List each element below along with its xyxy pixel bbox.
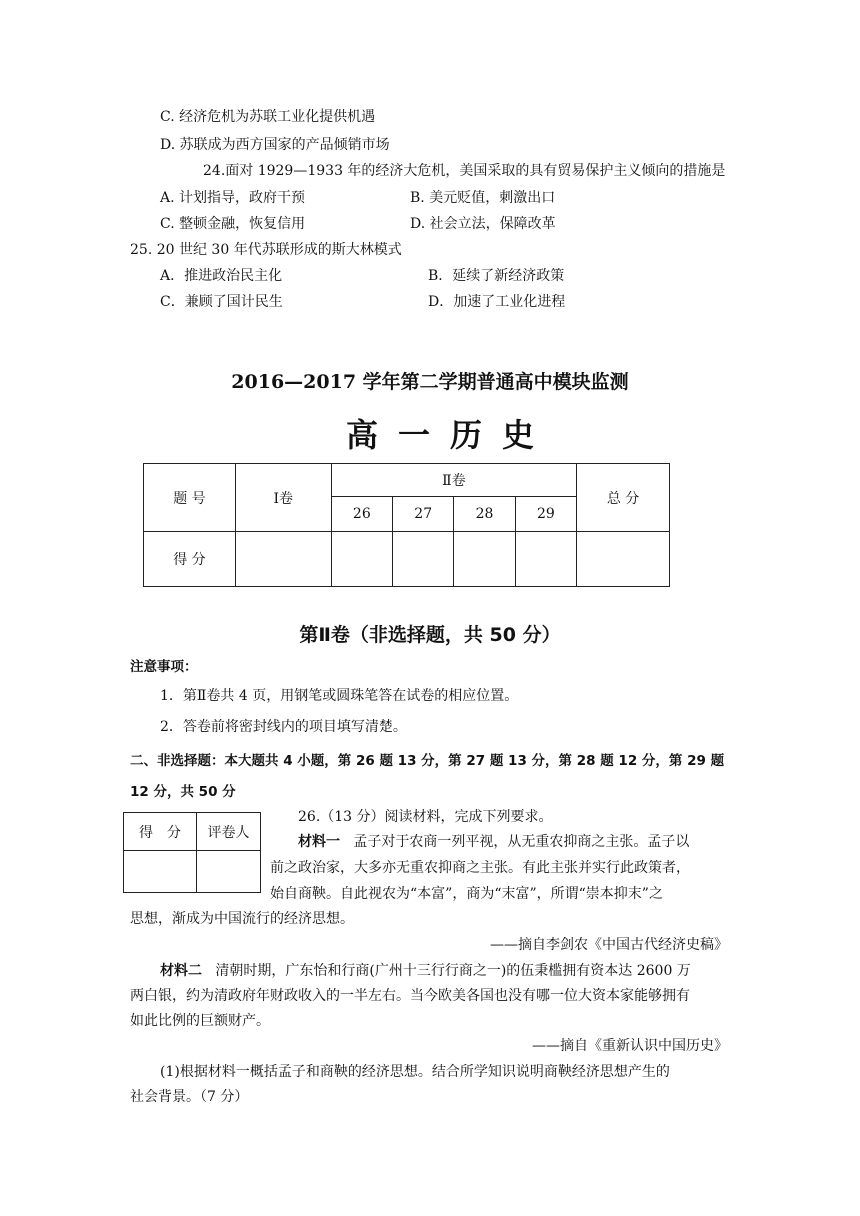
q26-sub1-line1: (1)根据材料一概括孟子和商鞅的经济思想。结合所学知识说明商鞅经济思想产生的 xyxy=(160,1064,670,1080)
q26-sub1-line2: 社会背景。（7 分） xyxy=(130,1089,249,1105)
score-table-qnum-label: 题 号 xyxy=(144,464,236,532)
subject-title: 高一历史 xyxy=(345,416,554,454)
q26-material1-line3: 始自商鞅。自此视农为“本富”，商为“末富”，所谓“崇本抑末”之 xyxy=(270,886,663,902)
grader-label: 评卷人 xyxy=(197,813,261,851)
score-table-vol1: Ⅰ卷 xyxy=(235,464,331,532)
q24-option-a: A. 计划指导，政府干预 xyxy=(160,190,306,206)
part-title-line2: 12 分，共 50 分 xyxy=(130,784,236,800)
q26-material1-source: ——摘自李剑农《中国古代经济史稿》 xyxy=(490,937,728,953)
grader-score-label: 得 分 xyxy=(124,813,197,851)
score-cell-q28[interactable] xyxy=(454,532,515,587)
part-title-line1: 二、非选择题：本大题共 4 小题，第 26 题 13 分，第 27 题 13 分，第 28 题 12 分，第 29 题 xyxy=(130,753,725,769)
q24-stem: 24.面对 1929—1933 年的经济大危机，美国采取的具有贸易保护主义倾向的措施是 xyxy=(203,163,726,179)
q24-option-b: B. 美元贬值，刺激出口 xyxy=(410,190,556,206)
q26-material1-line1: 孟子对于农商一列平视，从无重农抑商之主张。孟子以 xyxy=(353,834,690,850)
q26-material2-source: ——摘自《重新认识中国历史》 xyxy=(532,1038,728,1054)
q24-option-d: D. 社会立法，保障改革 xyxy=(410,216,556,232)
section-title: 第Ⅱ卷（非选择题，共 50 分） xyxy=(299,624,561,646)
score-cell-total[interactable] xyxy=(577,532,670,587)
exam-title: 2016—2017 学年第二学期普通高中模块监测 xyxy=(231,371,629,393)
score-cell-vol1[interactable] xyxy=(235,532,331,587)
score-cell-q26[interactable] xyxy=(331,532,392,587)
q26-material1-label: 材料一 xyxy=(298,834,340,850)
score-table xyxy=(143,463,670,587)
notice-2: 2．答卷前将密封线内的项目填写清楚。 xyxy=(160,719,407,735)
grader-name-cell[interactable] xyxy=(197,851,261,893)
q23-option-c: C. 经济危机为苏联工业化提供机遇 xyxy=(160,109,376,125)
notice-title: 注意事项： xyxy=(130,659,198,675)
score-cell-q27[interactable] xyxy=(393,532,454,587)
score-table-q29: 29 xyxy=(515,497,576,532)
q25-option-a: A．推进政治民主化 xyxy=(160,268,283,284)
score-table-vol2: Ⅱ卷 xyxy=(331,464,576,497)
q26-material2-line3: 如此比例的巨额财产。 xyxy=(130,1013,270,1029)
score-table-q27: 27 xyxy=(393,497,454,532)
grader-box xyxy=(123,812,261,893)
score-table-total: 总 分 xyxy=(577,464,670,532)
q26-material1-line2: 前之政治家，大多亦无重农抑商之主张。有此主张并实行此政策者， xyxy=(270,860,690,876)
q25-option-c: C．兼顾了国计民生 xyxy=(160,294,283,310)
grader-score-cell[interactable] xyxy=(124,851,197,893)
q26-material2-line2: 两白银，约为清政府年财政收入的一半左右。当今欧美各国也没有哪一位大资本家能够拥有 xyxy=(130,988,690,1004)
q26-stem: 26.（13 分）阅读材料，完成下列要求。 xyxy=(298,809,553,825)
notice-1: 1．第Ⅱ卷共 4 页，用钢笔或圆珠笔答在试卷的相应位置。 xyxy=(160,688,519,704)
score-table-q26: 26 xyxy=(331,497,392,532)
q23-option-d: D. 苏联成为西方国家的产品倾销市场 xyxy=(160,137,390,153)
q26-material2-line1: 清朝时期，广东怡和行商(广州十三行行商之一)的伍秉槛拥有资本达 2600 万 xyxy=(215,963,691,979)
q25-stem: 25. 20 世纪 30 年代苏联形成的斯大林模式 xyxy=(130,242,402,258)
q26-material2-label: 材料二 xyxy=(160,963,202,979)
q26-material1-line4: 思想，渐成为中国流行的经济思想。 xyxy=(130,911,354,927)
score-table-q28: 28 xyxy=(454,497,515,532)
q25-option-d: D．加速了工业化进程 xyxy=(428,294,566,310)
score-cell-q29[interactable] xyxy=(515,532,576,587)
score-table-score-label: 得 分 xyxy=(144,532,236,587)
q24-option-c: C. 整顿金融，恢复信用 xyxy=(160,216,306,232)
q25-option-b: B．延续了新经济政策 xyxy=(428,268,565,284)
